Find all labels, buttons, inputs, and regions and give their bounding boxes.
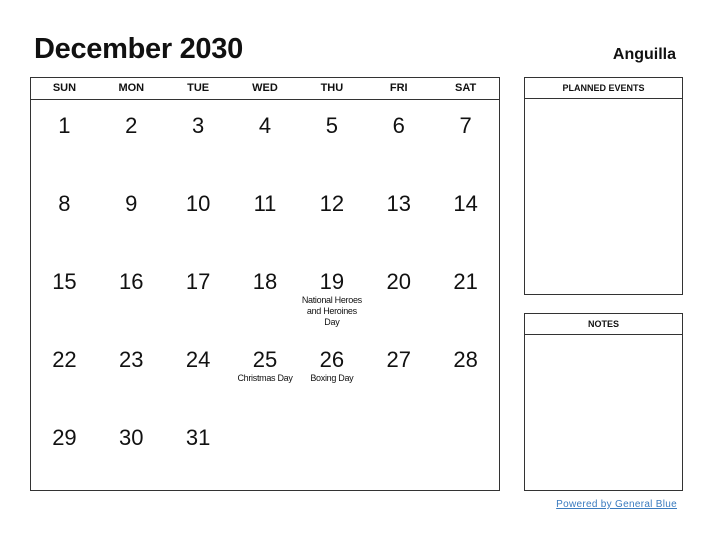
notes-panel — [524, 313, 683, 491]
day-cell — [98, 412, 165, 490]
day-cell — [432, 100, 499, 178]
day-cell — [365, 334, 432, 412]
holiday-label: Boxing Day — [310, 373, 354, 383]
day-cell — [298, 178, 365, 256]
day-cell — [298, 412, 365, 490]
calendar-week — [31, 178, 499, 256]
day-number: 15 — [52, 269, 77, 294]
day-number: 24 — [185, 347, 211, 372]
day-cell — [31, 178, 98, 256]
day-cell — [165, 412, 232, 490]
day-cell — [31, 334, 98, 412]
day-number: 17 — [185, 269, 211, 294]
day-number: 13 — [386, 191, 411, 216]
day-cell — [365, 178, 432, 256]
day-cell — [365, 412, 432, 490]
calendar-grid — [30, 77, 500, 491]
day-number: 3 — [192, 113, 205, 138]
day-number: 7 — [459, 113, 472, 138]
weekday-fri: FRI — [389, 82, 408, 94]
day-cell — [232, 100, 299, 178]
day-number: 21 — [453, 269, 478, 294]
weekday-thu: THU — [320, 82, 344, 94]
day-cell — [232, 334, 299, 412]
day-cell — [232, 178, 299, 256]
day-cell — [98, 100, 165, 178]
day-cell — [365, 100, 432, 178]
holiday-label: National Heroes and Heroines Day — [301, 295, 362, 327]
day-number: 4 — [258, 113, 272, 138]
credit-link[interactable]: Powered by General Blue — [556, 499, 677, 510]
country-label: Anguilla — [612, 46, 676, 63]
day-number: 22 — [52, 347, 77, 372]
day-cell — [98, 256, 165, 334]
weekday-sun: SUN — [52, 82, 77, 94]
day-number: 8 — [58, 191, 71, 216]
weekday-wed: WED — [252, 82, 278, 94]
day-number: 29 — [52, 425, 77, 450]
day-number: 6 — [392, 113, 405, 138]
day-number: 26 — [319, 347, 345, 372]
day-cell — [165, 334, 232, 412]
day-number: 18 — [252, 269, 278, 294]
day-cell — [432, 334, 499, 412]
day-number: 14 — [453, 191, 478, 216]
day-number: 16 — [119, 269, 144, 294]
day-number: 28 — [453, 347, 478, 372]
day-cell — [31, 100, 98, 178]
day-cell — [298, 334, 365, 412]
day-cell — [432, 178, 499, 256]
day-number: 11 — [253, 191, 277, 216]
day-cell — [165, 256, 232, 334]
day-number: 1 — [58, 113, 71, 138]
day-cell — [98, 334, 165, 412]
day-cell — [31, 256, 98, 334]
day-number: 19 — [319, 269, 345, 294]
calendar-week — [31, 256, 499, 334]
planned-events-heading: PLANNED EVENTS — [525, 78, 682, 99]
day-number: 5 — [325, 113, 338, 138]
day-number: 30 — [119, 425, 144, 450]
day-cell — [98, 178, 165, 256]
day-number: 20 — [386, 269, 411, 294]
day-cell — [165, 100, 232, 178]
day-cell — [31, 412, 98, 490]
weekday-sat: SAT — [454, 82, 477, 94]
day-cell — [232, 256, 299, 334]
calendar-weeks — [31, 100, 499, 490]
day-cell — [365, 256, 432, 334]
day-cell — [232, 412, 299, 490]
day-number: 31 — [185, 425, 211, 450]
holiday-label: Christmas Day — [237, 373, 293, 383]
day-number: 2 — [125, 113, 138, 138]
day-cell — [432, 412, 499, 490]
day-cell — [432, 256, 499, 334]
notes-heading: NOTES — [525, 314, 682, 335]
day-number: 12 — [319, 191, 345, 216]
day-cell — [298, 256, 365, 334]
day-number: 27 — [386, 347, 411, 372]
day-number: 25 — [252, 347, 278, 372]
day-number: 10 — [185, 191, 211, 216]
weekday-mon: MON — [118, 82, 145, 94]
calendar-week — [31, 100, 499, 178]
weekday-tue: TUE — [187, 82, 210, 94]
weekday-header — [31, 78, 499, 100]
calendar-week — [31, 334, 499, 412]
planned-events-panel — [524, 77, 683, 295]
day-cell — [298, 100, 365, 178]
calendar-week — [31, 412, 499, 490]
day-number: 23 — [119, 347, 144, 372]
day-number: 9 — [125, 191, 138, 216]
day-cell — [165, 178, 232, 256]
page-title: December 2030 — [34, 33, 243, 65]
